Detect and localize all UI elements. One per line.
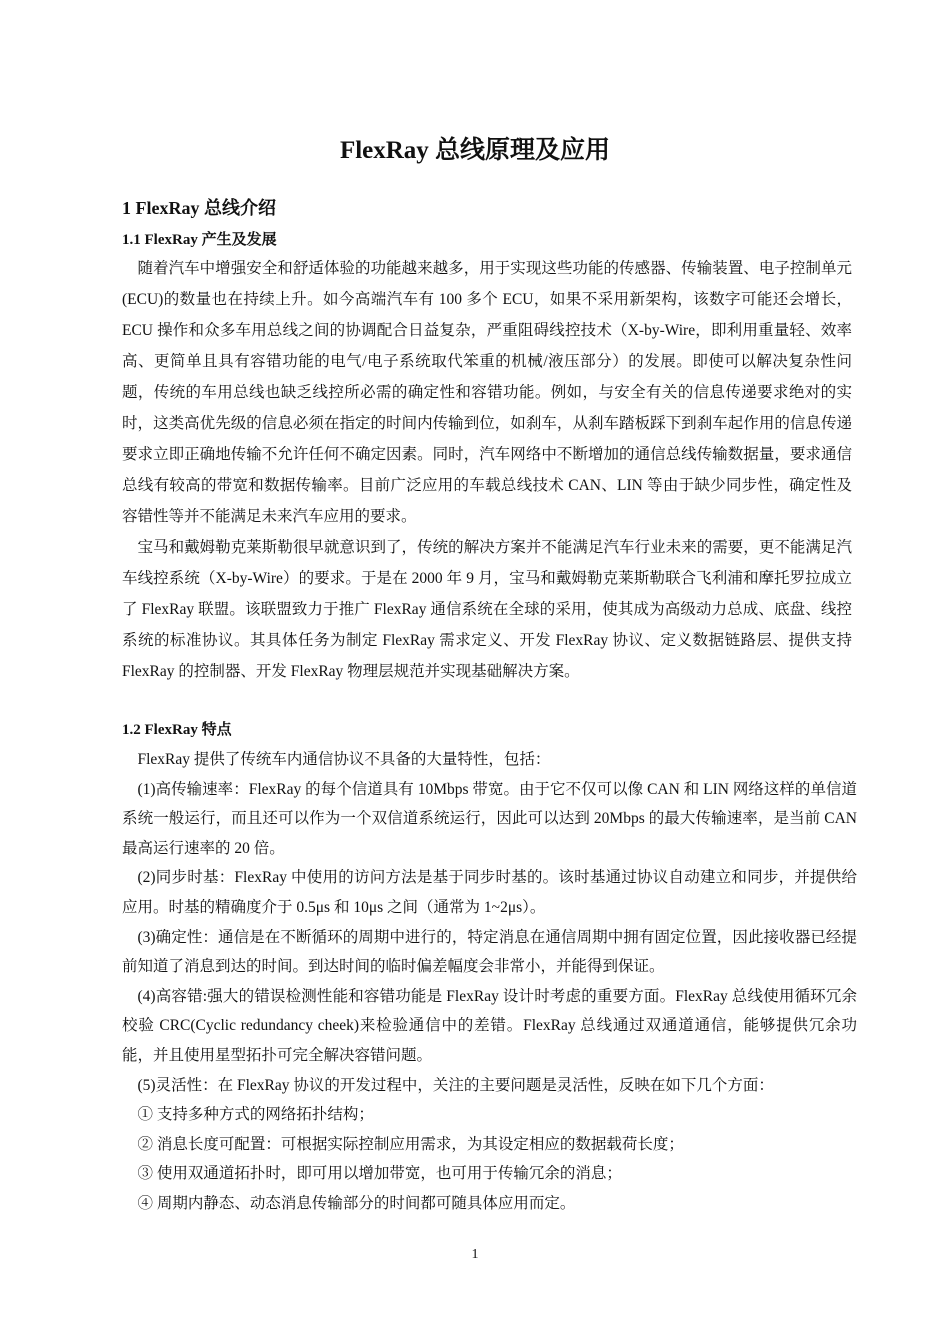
section-heading-1: 1 FlexRay 总线介绍 (122, 198, 276, 218)
list-item: (1)高传输速率：FlexRay 的每个信道具有 10Mbps 带宽。由于它不仅可以像 CAN 和 LIN 网络这样的单信道系统一般运行，而且还可以作为一个双信道系统运行，因此可以达到 20Mbps 的最大传输速率，是当前 CAN 最高运行速率的 20 倍。 (122, 780, 857, 857)
section-1-2-body (122, 745, 857, 1219)
list-item: ① 支持多种方式的网络拓扑结构； (137, 1106, 374, 1124)
list-item: (4)高容错:强大的错误检测性能和容错功能是 FlexRay 设计时考虑的重要方面。FlexRay 总线使用循环冗余校验 CRC(Cyclic redundancy cheek)来检验通信中的差错。FlexRay 总线通过双通道通信，能够提供冗余功能，并且使用星型拓扑可完全解决容错问题。 (122, 987, 857, 1064)
list-item: (3)确定性：通信是在不断循环的周期中进行的，特定消息在通信周期中拥有固定位置，因此接收器已经提前知道了消息到达的时间。到达时间的临时偏差幅度会非常小，并能得到保证。 (122, 928, 857, 976)
paragraph: 随着汽车中增强安全和舒适体验的功能越来越多，用于实现这些功能的传感器、传输装置、电子控制单元(ECU)的数量也在持续上升。如今高端汽车有 100 多个 ECU，如果不采用新架构，该数字可能还会增长，ECU 操作和众多车用总线之间的协调配合日益复杂，严重阻碍线控技术（X-by-Wire，即利用重量轻、效率高、更简单且具有容错功能的电气/电子系统取代笨重的机械/液压部分）的发展。即使可以解决复杂性问题，传统的车用总线也缺乏线控所必需的确定性和容错功能。例如，与安全有关的信息传递要求绝对的实时，这类高优先级的信息必须在指定的时间内传输到位，如刹车，从刹车踏板踩下到刹车起作用的信息传递要求立即正确地传输不允许任何不确定因素。同时，汽车网络中不断增加的通信总线传输数据量，要求通信总线有较高的带宽和数据传输率。目前广泛应用的车载总线技术 CAN、LIN 等由于缺少同步性，确定性及容错性等并不能满足未来汽车应用的要求。 (122, 260, 852, 525)
list-item: ③ 使用双通道拓扑时，即可用以增加带宽，也可用于传输冗余的消息； (137, 1165, 622, 1183)
paragraph: FlexRay 提供了传统车内通信协议不具备的大量特性，包括： (137, 751, 551, 768)
list-item: (5)灵活性：在 FlexRay 协议的开发过程中，关注的主要问题是灵活性，反映在如下几个方面： (137, 1076, 774, 1094)
section-heading-1-2: 1.2 FlexRay 特点 (122, 722, 232, 738)
document-title: FlexRay 总线原理及应用 (339, 137, 611, 164)
paragraph: 宝马和戴姆勒克莱斯勒很早就意识到了，传统的解决方案并不能满足汽车行业未来的需要，更不能满足汽车线控系统（X-by-Wire）的要求。于是在 2000 年 9 月，宝马和戴姆勒克莱斯勒联合飞利浦和摩托罗拉成立了 FlexRay 联盟。该联盟致力于推广 FlexRay 通信系统在全球的采用，使其成为高级动力总成、底盘、线控系统的标准协议。其具体任务为制定 FlexRay 需求定义、开发 FlexRay 协议、定义数据链路层、提供支持 FlexRay 的控制器、开发 FlexRay 物理层规范并实现基础解决方案。 (122, 539, 852, 680)
section-heading-1-1: 1.1 FlexRay 产生及发展 (122, 232, 277, 248)
page-number: 1 (471, 1247, 479, 1262)
list-item: (2)同步时基：FlexRay 中使用的访问方法是基于同步时基的。该时基通过协议自动建立和同步，并提供给应用。时基的精确度介于 0.5μs 和 10μs 之间（通常为 1~2μs）。 (122, 869, 857, 916)
list-item: ④ 周期内静态、动态消息传输部分的时间都可随具体应用而定。 (137, 1194, 576, 1212)
list-item: ② 消息长度可配置：可根据实际控制应用需求，为其设定相应的数据载荷长度； (137, 1135, 684, 1153)
section-1-1-body (122, 253, 852, 687)
